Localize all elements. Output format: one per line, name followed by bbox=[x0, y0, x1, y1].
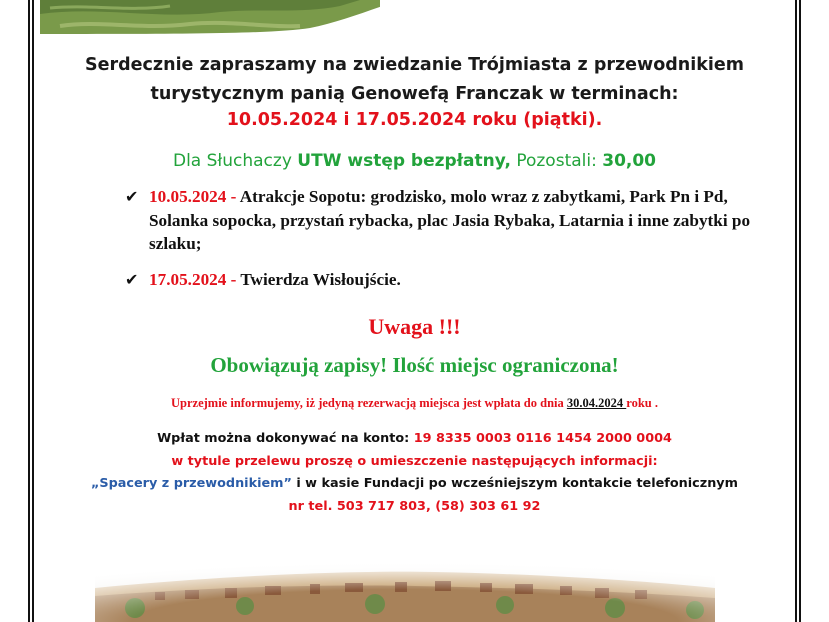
page-border-right bbox=[795, 0, 829, 622]
program-text: Atrakcje Sopotu: grodzisko, molo wraz z zabytkami, Park Pn i Pd, Solanka sopocka, przystań rybacka, plac Jasia Rybaka, Latarnia i inne zabytki po szlaku; bbox=[149, 187, 751, 253]
hill-photo bbox=[40, 0, 380, 34]
program-list bbox=[125, 185, 765, 303]
program-date: 10.05.2024 - bbox=[149, 187, 237, 206]
intro-line-1: Serdecznie zapraszamy na zwiedzanie Trójmiasta z przewodnikiem bbox=[85, 55, 744, 75]
transfer-title-value: „Spacery z przewodnikiem” bbox=[91, 476, 292, 491]
checkmark-icon: ✔ bbox=[125, 187, 139, 206]
program-item bbox=[125, 185, 765, 256]
program-date: 17.05.2024 - bbox=[149, 269, 237, 289]
admission-utw: UTW wstęp bezpłatny, bbox=[297, 151, 511, 171]
intro-line-2: turystycznym panią Genowefą Franczak w terminach: bbox=[150, 84, 679, 104]
admission-others: Pozostali: bbox=[510, 151, 603, 171]
transfer-title-note: w tytule przelewu proszę o umieszczenie następujących informacji: bbox=[171, 453, 658, 469]
account-line bbox=[40, 428, 789, 451]
transfer-info bbox=[40, 428, 789, 518]
payment-info-suffix: roku . bbox=[626, 396, 658, 410]
phone-numbers: nr tel. 503 717 803, (58) 303 61 92 bbox=[288, 498, 541, 514]
admission-price: 30,00 bbox=[602, 151, 657, 171]
account-label: Wpłat można dokonywać na konto: bbox=[157, 431, 414, 446]
admission-line bbox=[40, 151, 789, 171]
program-item bbox=[125, 268, 765, 292]
account-number: 19 8335 0003 0116 1454 2000 0004 bbox=[413, 431, 672, 446]
payment-info-text: Uprzejmie informujemy, iż jedyną rezerwacją miejsca jest wpłata do dnia bbox=[171, 396, 567, 410]
dates-line: 10.05.2024 i 17.05.2024 roku (piątki). bbox=[226, 110, 603, 130]
page-border-left bbox=[0, 0, 34, 622]
transfer-title-line bbox=[40, 473, 789, 496]
cash-note: i w kasie Fundacji po wcześniejszym kontakcie telefonicznym bbox=[291, 476, 738, 491]
payment-info bbox=[40, 396, 789, 411]
payment-deadline: 30.04.2024 bbox=[566, 396, 627, 410]
warning-heading: Uwaga !!! bbox=[368, 314, 461, 339]
city-panorama-photo bbox=[95, 548, 715, 622]
checkmark-icon: ✔ bbox=[125, 269, 139, 289]
admission-prefix: Dla Słuchaczy bbox=[172, 151, 298, 171]
program-text: Twierdza Wisłoujście. bbox=[236, 269, 401, 289]
registration-notice: Obowiązują zapisy! Ilość miejsc ograniczona! bbox=[210, 353, 619, 377]
intro-text bbox=[40, 51, 789, 109]
